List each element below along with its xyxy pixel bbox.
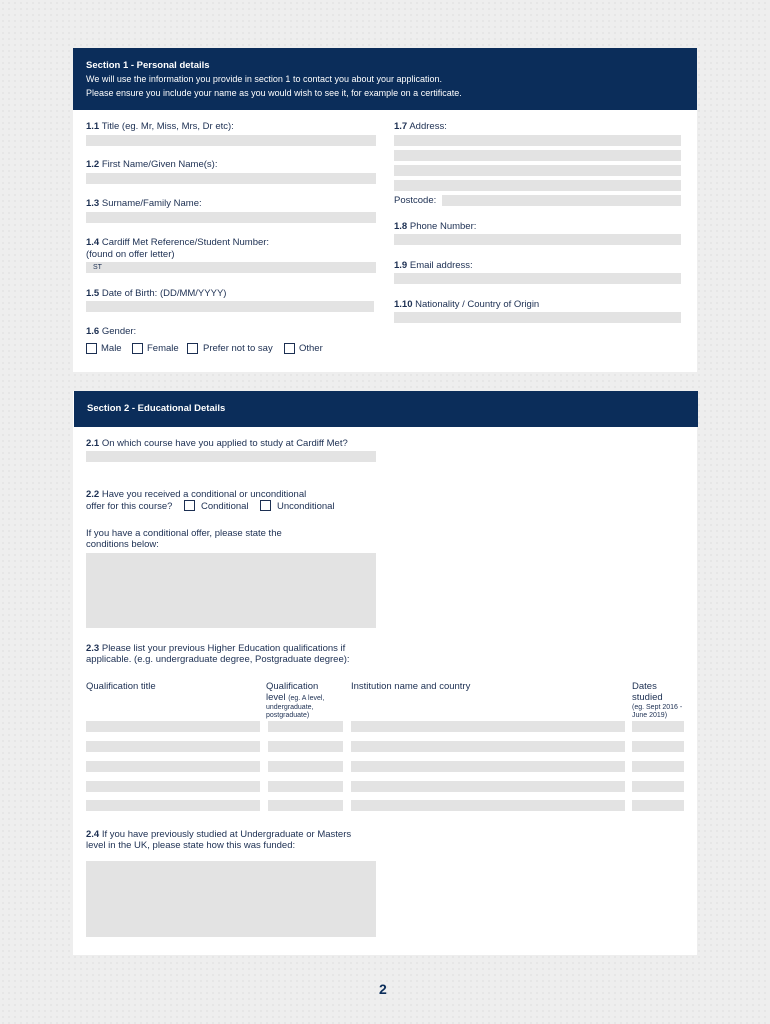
qualification-level-cell[interactable] xyxy=(268,781,343,792)
q1-5-number: 1.5 xyxy=(86,288,100,299)
q1-9-number: 1.9 xyxy=(394,260,408,271)
gender-other-label: Other xyxy=(299,343,323,354)
q2-4-text-2: level in the UK, please state how this was funded: xyxy=(86,840,296,851)
q2-2-number: 2.2 xyxy=(86,489,100,500)
q1-3-text: Surname/Family Name: xyxy=(101,198,202,209)
q1-10-number: 1.10 xyxy=(394,299,413,310)
q2-3-number: 2.3 xyxy=(86,643,100,654)
gender-prefer-not-checkbox[interactable] xyxy=(187,343,198,354)
conditional-checkbox[interactable] xyxy=(184,500,195,511)
gender-female-checkbox[interactable] xyxy=(132,343,143,354)
q1-4-number: 1.4 xyxy=(86,237,100,248)
q1-8-number: 1.8 xyxy=(394,221,408,232)
address-line-4[interactable] xyxy=(394,180,681,191)
q2-2-text-1: Have you received a conditional or unconditional xyxy=(101,489,307,500)
qualification-title-cell[interactable] xyxy=(86,761,260,772)
conditions-label-2: conditions below: xyxy=(86,539,159,550)
q1-4-text: Cardiff Met Reference/Student Number: xyxy=(101,237,270,248)
q1-6-number: 1.6 xyxy=(86,326,100,337)
email-field[interactable] xyxy=(394,273,681,284)
gender-other-checkbox[interactable] xyxy=(284,343,295,354)
q1-5-text: Date of Birth: (DD/MM/YYYY) xyxy=(101,288,227,299)
section-2-header xyxy=(74,391,698,427)
q1-7-text: Address: xyxy=(409,121,447,132)
surname-field[interactable] xyxy=(86,212,376,223)
gender-female-label: Female xyxy=(147,343,179,354)
col-dates-2: studied xyxy=(632,692,663,703)
q1-8-text: Phone Number: xyxy=(409,221,477,232)
dob-field[interactable] xyxy=(86,301,374,312)
nationality-field[interactable] xyxy=(394,312,681,323)
col-dates-hint-2: June 2019) xyxy=(632,712,668,719)
institution-cell[interactable] xyxy=(351,741,625,752)
section-1-intro-1: We will use the information you provide in section 1 to contact you about your application. xyxy=(86,74,443,84)
section-1-title: Section 1 - Personal details xyxy=(86,60,210,71)
postcode-label: Postcode: xyxy=(394,195,437,206)
dates-cell[interactable] xyxy=(632,781,684,792)
postcode-field[interactable] xyxy=(442,195,681,206)
col-qualification-level-2 xyxy=(266,692,324,704)
q2-1-text: On which course have you applied to study at Cardiff Met? xyxy=(101,438,348,449)
q1-1-text: Title (eg. Mr, Miss, Mrs, Dr etc): xyxy=(101,121,234,132)
q1-5-label xyxy=(86,288,226,300)
title-field[interactable] xyxy=(86,135,376,146)
student-number-prefix: ST xyxy=(93,264,102,271)
conditional-label: Conditional xyxy=(201,501,249,512)
col-level-word: level xyxy=(266,692,286,703)
col-institution: Institution name and country xyxy=(351,681,471,692)
q2-4-text-1: If you have previously studied at Undergraduate or Masters xyxy=(101,829,352,840)
address-line-1[interactable] xyxy=(394,135,681,146)
qualification-title-cell[interactable] xyxy=(86,781,260,792)
phone-field[interactable] xyxy=(394,234,681,245)
gender-prefer-not-label: Prefer not to say xyxy=(203,343,273,354)
q1-9-text: Email address: xyxy=(409,260,473,271)
address-line-2[interactable] xyxy=(394,150,681,161)
qualification-level-cell[interactable] xyxy=(268,721,343,732)
qualification-level-cell[interactable] xyxy=(268,741,343,752)
page-number: 2 xyxy=(379,981,387,997)
address-line-3[interactable] xyxy=(394,165,681,176)
q2-2-text-2: offer for this course? xyxy=(86,501,173,512)
col-level-hint-2: undergraduate, xyxy=(266,704,314,711)
gender-male-checkbox[interactable] xyxy=(86,343,97,354)
qualification-level-cell[interactable] xyxy=(268,761,343,772)
student-number-field[interactable] xyxy=(86,262,376,273)
section-1-header xyxy=(73,48,697,110)
q1-1-number: 1.1 xyxy=(86,121,100,132)
unconditional-checkbox[interactable] xyxy=(260,500,271,511)
q1-10-label xyxy=(394,299,539,311)
section-2-title: Section 2 - Educational Details xyxy=(87,403,226,414)
q1-2-number: 1.2 xyxy=(86,159,100,170)
first-name-field[interactable] xyxy=(86,173,376,184)
section-1-panel xyxy=(73,48,697,372)
q2-3-text-2: applicable. (e.g. undergraduate degree, Postgraduate degree): xyxy=(86,654,350,665)
q1-7-label xyxy=(394,121,447,133)
q1-3-label xyxy=(86,198,202,210)
funding-textarea[interactable] xyxy=(86,861,376,937)
q2-1-label xyxy=(86,438,348,450)
qualification-level-cell[interactable] xyxy=(268,800,343,811)
q1-10-text: Nationality / Country of Origin xyxy=(415,299,540,310)
q1-4-label xyxy=(86,237,269,249)
q1-4-sublabel: (found on offer letter) xyxy=(86,249,175,260)
conditions-textarea[interactable] xyxy=(86,553,376,628)
col-dates-hint-1: (eg. Sept 2016 - xyxy=(632,704,683,711)
col-dates-1: Dates xyxy=(632,681,657,692)
dates-cell[interactable] xyxy=(632,741,684,752)
institution-cell[interactable] xyxy=(351,721,625,732)
q2-2-label xyxy=(86,489,306,501)
q1-6-text: Gender: xyxy=(101,326,137,337)
q2-1-number: 2.1 xyxy=(86,438,100,449)
qualification-title-cell[interactable] xyxy=(86,800,260,811)
dates-cell[interactable] xyxy=(632,800,684,811)
unconditional-label: Unconditional xyxy=(277,501,335,512)
col-level-hint-3: postgraduate) xyxy=(266,712,310,719)
q2-3-text-1: Please list your previous Higher Education qualifications if xyxy=(101,643,346,654)
course-field[interactable] xyxy=(86,451,376,462)
institution-cell[interactable] xyxy=(351,781,625,792)
q1-3-number: 1.3 xyxy=(86,198,100,209)
institution-cell[interactable] xyxy=(351,761,625,772)
q1-8-label xyxy=(394,221,476,233)
q1-2-label xyxy=(86,159,217,171)
institution-cell[interactable] xyxy=(351,800,625,811)
gender-male-label: Male xyxy=(101,343,122,354)
dates-cell[interactable] xyxy=(632,721,684,732)
section-1-intro-2: Please ensure you include your name as you would wish to see it, for example on a certificate. xyxy=(86,88,462,98)
qualification-title-cell[interactable] xyxy=(86,721,260,732)
conditions-label-1: If you have a conditional offer, please state the xyxy=(86,528,282,539)
col-qualification-title: Qualification title xyxy=(86,681,156,692)
dates-cell[interactable] xyxy=(632,761,684,772)
q1-2-text: First Name/Given Name(s): xyxy=(101,159,218,170)
q2-4-number: 2.4 xyxy=(86,829,100,840)
col-level-hint-1: (eg. A level, xyxy=(288,695,325,702)
q1-9-label xyxy=(394,260,473,272)
q1-7-number: 1.7 xyxy=(394,121,408,132)
col-qualification-level-1: Qualification xyxy=(266,681,319,692)
qualification-title-cell[interactable] xyxy=(86,741,260,752)
q1-6-label xyxy=(86,326,136,338)
q1-1-label xyxy=(86,121,234,133)
